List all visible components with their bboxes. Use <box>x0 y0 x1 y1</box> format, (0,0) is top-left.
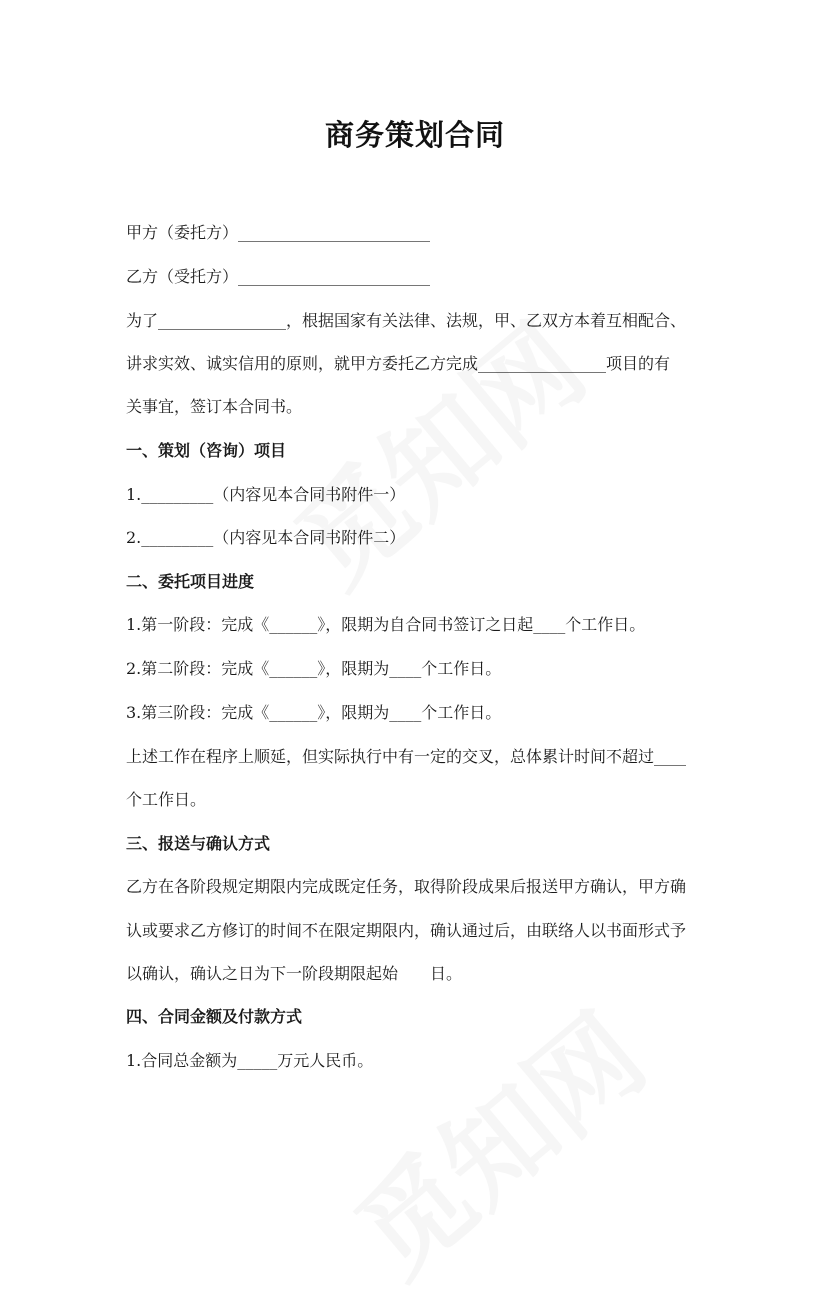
section-2-item-3: 3.第三阶段：完成《______》，限期为____个工作日。 <box>126 703 502 722</box>
section-2-note-line-1: 上述工作在程序上顺延，但实际执行中有一定的交叉，总体累计时间不超过____ <box>126 747 687 766</box>
section-3-para-line-1: 乙方在各阶段规定期限内完成既定任务，取得阶段成果后报送甲方确认，甲方确 <box>126 877 687 896</box>
section-2-item-1: 1.第一阶段：完成《______》，限期为自合同书签订之日起____个工作日。 <box>126 615 646 634</box>
party-b-line: 乙方（受托方）________________________ <box>126 267 431 286</box>
section-1-heading: 一、策划（咨询）项目 <box>126 441 287 460</box>
section-3-heading: 三、报送与确认方式 <box>126 834 271 853</box>
section-3-para-line-2: 认或要求乙方修订的时间不在限定期限内，确认通过后，由联络人以书面形式予 <box>126 921 687 940</box>
section-4-item-1: 1.合同总金额为_____万元人民币。 <box>126 1051 374 1070</box>
preamble-line-2: 讲求实效、诚实信用的原则，就甲方委托乙方完成________________项目的有 <box>126 354 671 373</box>
preamble-line-3: 关事宜，签订本合同书。 <box>126 397 303 416</box>
section-2-item-2: 2.第二阶段：完成《______》，限期为____个工作日。 <box>126 659 502 678</box>
section-3-para-line-3: 以确认，确认之日为下一阶段期限起始 日。 <box>126 964 463 983</box>
section-2-heading: 二、委托项目进度 <box>126 572 255 591</box>
section-1-item-1: 1._________（内容见本合同书附件一） <box>126 485 406 504</box>
preamble-line-1: 为了________________，根据国家有关法律、法规，甲、乙双方本着互相配合、 <box>126 311 687 330</box>
party-a-line: 甲方（委托方）________________________ <box>126 223 431 242</box>
section-2-note-line-2: 个工作日。 <box>126 790 207 809</box>
section-4-heading: 四、合同金额及付款方式 <box>126 1007 303 1026</box>
document-title: 商务策划合同 <box>324 118 505 152</box>
section-1-item-2: 2._________（内容见本合同书附件二） <box>126 528 406 547</box>
